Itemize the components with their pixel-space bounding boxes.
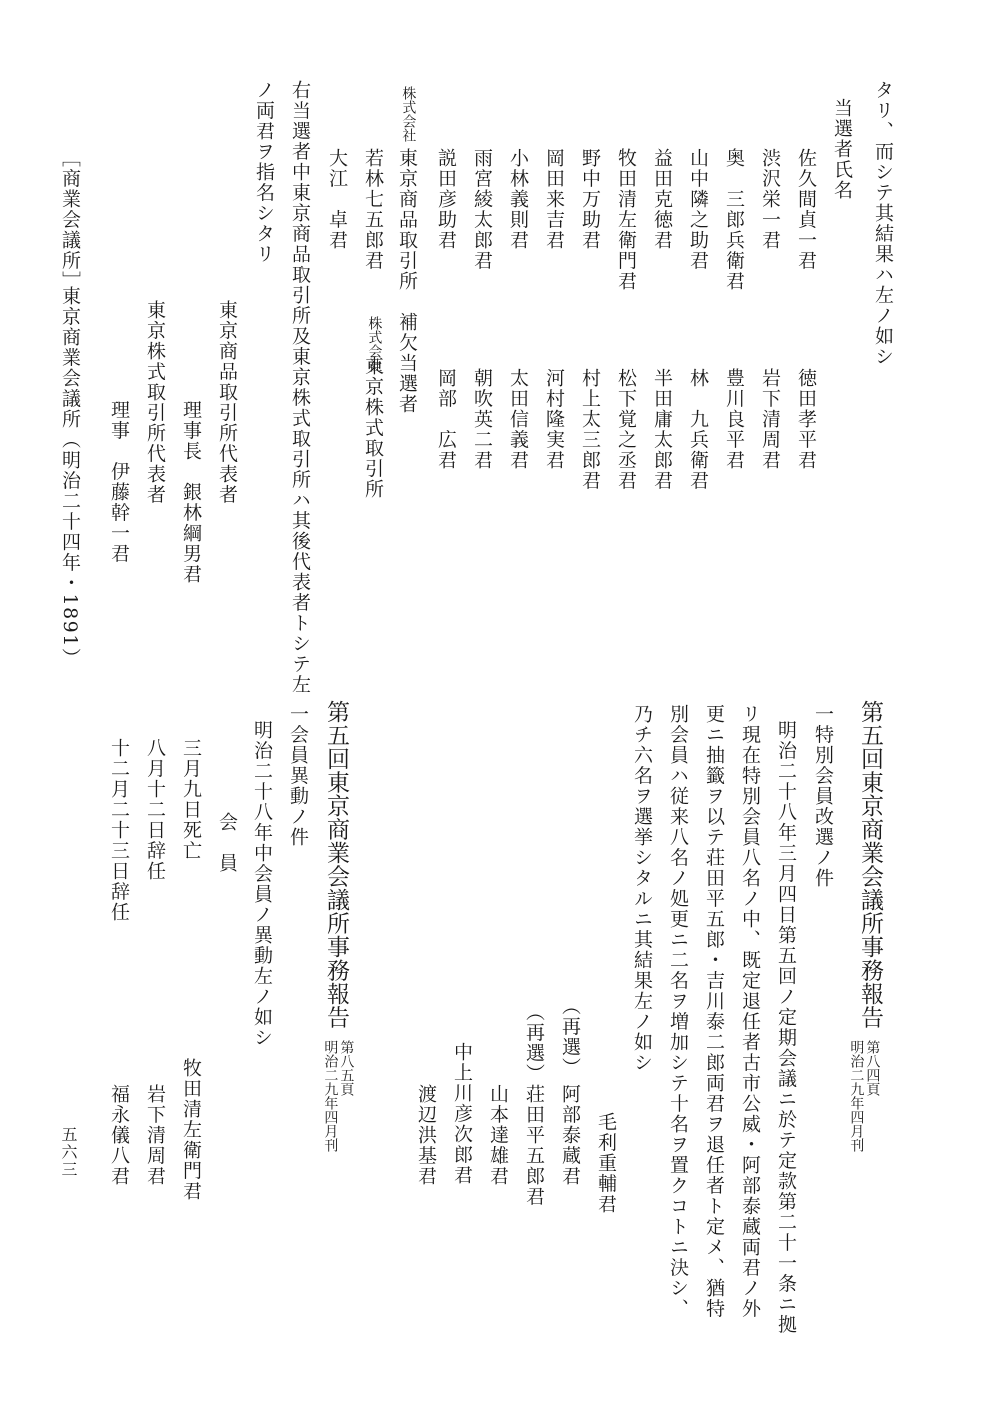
name-row-8: 岡田来吉君 — [543, 148, 565, 251]
report-85-date: 明治二九年四月刊 — [322, 1040, 339, 1152]
member-label: 会 員 — [216, 812, 238, 874]
name-row-3: 奥 三郎兵衛君 — [723, 148, 745, 292]
page-number: 五六三 — [59, 1126, 78, 1179]
name-row-4: 林 九兵衛君 — [687, 368, 709, 491]
name-row-2: 渋沢栄一君 — [759, 148, 781, 251]
name-row-1: 佐久間貞一君 — [795, 148, 817, 271]
report-85-title: 第五回東京商業会議所事務報告 — [323, 700, 349, 1029]
footer-bracket: ［商業会議所］ — [59, 148, 81, 292]
event-date: 三月九日死亡 — [180, 738, 202, 861]
name-wakabayashi: 若林七五郎君 — [362, 148, 384, 271]
supplementary-heading: 補欠当選者 — [396, 312, 418, 415]
elected-heading: 当選者氏名 — [831, 98, 853, 201]
tokyo-stock-exchange: 東京株式取引所 — [362, 356, 384, 500]
report-84-para-1: 明治二十八年三月四日第五回ノ定期会議ニ於テ定款第二十一条ニ拠 — [775, 720, 797, 1335]
event-name: 福永儀八君 — [108, 1084, 130, 1187]
tokyo-goods-exchange: 東京商品取引所 — [396, 148, 418, 292]
event-date: 八月十二日辞任 — [144, 738, 166, 882]
intro-line: タリ、而シテ其結果ハ左ノ如シ — [872, 80, 894, 367]
report-84-issue: 第八四頁 — [864, 1040, 881, 1096]
name-row-1: 徳田孝平君 — [795, 368, 817, 471]
goods-rep-label: 東京商品取引所代表者 — [216, 300, 238, 505]
event-date: 十二月二十三日辞任 — [108, 738, 130, 923]
elected-member: 山本達雄君 — [487, 1084, 509, 1187]
event-name: 岩下清周君 — [144, 1084, 166, 1187]
report-84-para-4: 別会員ハ従来八名ノ処更ニ二名ヲ増加シテ十名ヲ置クコトニ決シ、 — [667, 704, 689, 1319]
report-84-date: 明治二九年四月刊 — [848, 1040, 865, 1152]
stock-company-mark: 株式会社 — [366, 316, 383, 372]
event-name: 牧田清左衛門君 — [180, 1058, 202, 1202]
name-row-3: 豊川良平君 — [723, 368, 745, 471]
report-85-intro: 明治二十八年中会員ノ異動左ノ如シ — [251, 720, 273, 1048]
report-84-title: 第五回東京商業会議所事務報告 — [857, 700, 883, 1029]
elected-member: 荘田平五郎君 — [523, 1084, 545, 1207]
report-84-para-3: 更ニ抽籤ヲ以テ荘田平五郎・吉川泰二郎両君ヲ退任者ト定メ、猶特 — [703, 704, 725, 1319]
name-row-9: 太田信義君 — [507, 368, 529, 471]
stock-company-mark: 株式会社 — [400, 86, 417, 142]
name-row-2: 岩下清周君 — [759, 368, 781, 471]
report-84-para-2: リ現在特別会員八名ノ中、既定退任者古市公威・阿部泰蔵両君ノ外 — [739, 704, 761, 1319]
reelect-mark: （再選） — [559, 996, 581, 1078]
footer-title: 東京商業会議所（明治二十四年・1891） — [59, 286, 81, 669]
name-row-8: 河村隆実君 — [543, 368, 565, 471]
name-row-6: 松下覚之丞君 — [615, 368, 637, 491]
closing-line-2: ノ両君ヲ指名シタリ — [253, 80, 275, 265]
reelect-mark: （再選） — [523, 1002, 545, 1084]
name-row-5: 益田克徳君 — [651, 148, 673, 251]
name-oe: 大江 卓君 — [326, 148, 348, 251]
elected-member: 毛利重輔君 — [595, 1112, 617, 1215]
report-84-para-5: 乃チ六名ヲ選挙シタルニ其結果左ノ如シ — [631, 704, 653, 1073]
name-row-5: 半田庸太郎君 — [651, 368, 673, 491]
goods-rep-name: 理事長 銀林綱男君 — [180, 400, 202, 585]
name-row-4: 山中隣之助君 — [687, 148, 709, 271]
elected-member: 中上川彦次郎君 — [451, 1042, 473, 1186]
stock-rep-name: 理事 伊藤幹一君 — [108, 400, 130, 564]
name-row-6: 牧田清左衛門君 — [615, 148, 637, 292]
report-85-item: 一会員異動ノ件 — [287, 704, 309, 848]
name-row-11: 説田彦助君 — [435, 148, 457, 251]
closing-line-1: 右当選者中東京商品取引所及東京株式取引所ハ其後代表者トシテ左 — [289, 80, 311, 695]
elected-member: 渡辺洪基君 — [415, 1084, 437, 1187]
report-85-issue: 第八五頁 — [338, 1040, 355, 1096]
elected-member: 阿部泰蔵君 — [559, 1084, 581, 1187]
name-row-9: 小林義則君 — [507, 148, 529, 251]
name-row-7: 村上太三郎君 — [579, 368, 601, 491]
name-row-10: 雨宮綾太郎君 — [471, 148, 493, 271]
name-row-11: 岡部 広君 — [435, 368, 457, 471]
name-row-7: 野中万助君 — [579, 148, 601, 251]
name-row-10: 朝吹英二君 — [471, 368, 493, 471]
report-84-item: 一特別会員改選ノ件 — [812, 704, 834, 889]
stock-rep-label: 東京株式取引所代表者 — [144, 300, 166, 505]
